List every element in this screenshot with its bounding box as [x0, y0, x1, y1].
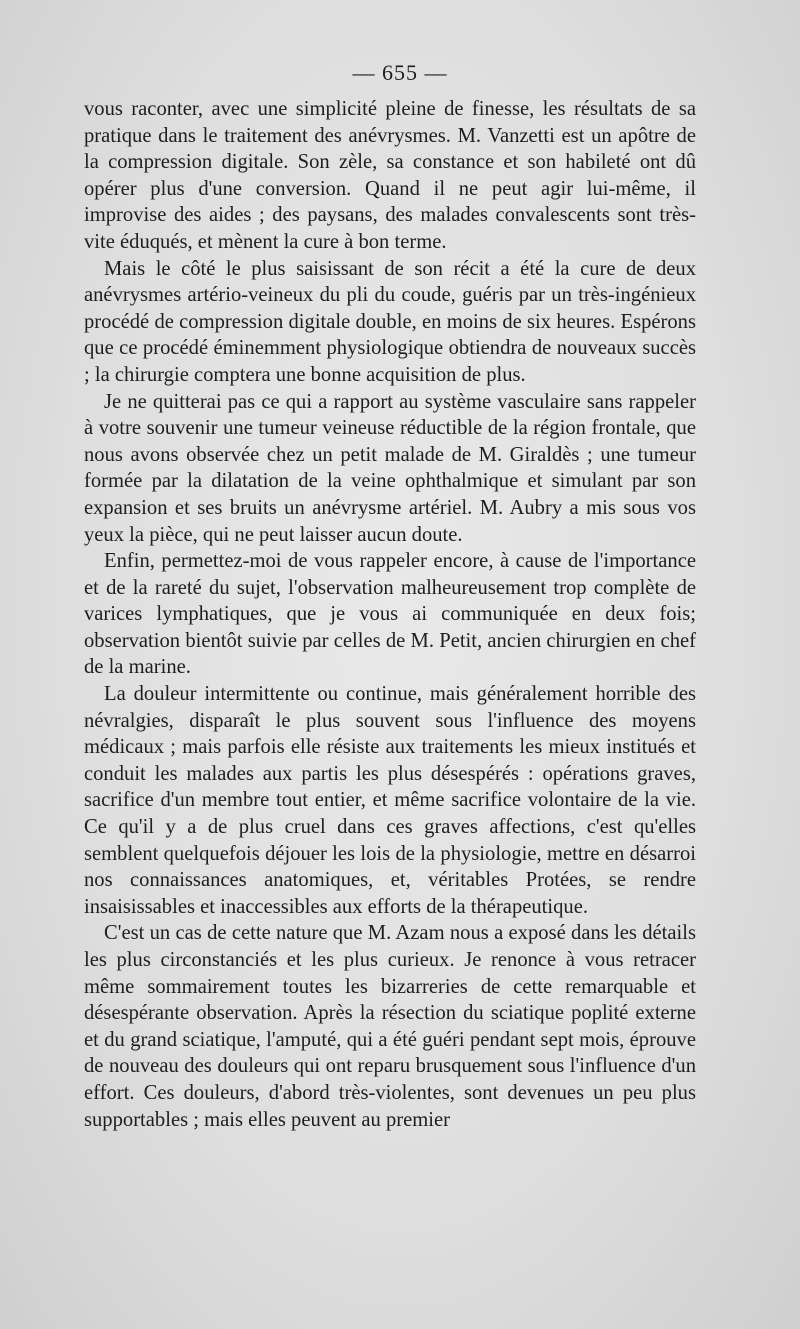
paragraph-3: Je ne quitterai pas ce qui a rapport au système vasculaire sans rappeler à votre souvenir une tumeur veineuse réductible de la région frontale, que nous avons observée chez un petit malade de M. Giraldès ; une tumeur formée par la dilatation de la veine ophthalmique et simulant par son expansion et ses bruits un anévrysme artériel. M. Aubry a mis sous vos yeux la pièce, qui ne peut laisser aucun doute.: [84, 390, 696, 546]
paragraph-5: La douleur intermittente ou continue, mais généralement horrible des névralgies, disparaît le plus souvent sous l'influence des moyens médicaux ; mais parfois elle résiste aux traitements les mieux institués et conduit les malades aux partis les plus désespérés : opérations graves, sacrifice d'un membre tout entier, et même sacrifice volontaire de la vie. Ce qu'il y a de plus cruel dans ces graves affections, c'est qu'elles semblent quelquefois déjouer les lois de la physiologie, mettre en désarroi nos connaissances anatomiques, et, véritables Protées, se rendre insaisissables et inaccessibles aux efforts de la thérapeutique.: [84, 683, 696, 918]
paragraph-6: C'est un cas de cette nature que M. Azam nous a exposé dans les détails les plus circonstanciés et les plus curieux. Je renonce à vous retracer même sommairement toutes les bizarreries de cette remarquable et désespérante observation. Après la résection du sciatique poplité externe et du grand sciatique, l'amputé, qui a été guéri pendant sept mois, éprouve de nouveau des douleurs qui ont reparu brusquement sous l'influence d'un effort. Ces douleurs, d'abord très-violentes, sont devenues un peu plus supportables ; mais elles peuvent au premier: [84, 922, 696, 1131]
paragraph-1: vous raconter, avec une simplicité pleine de finesse, les résultats de sa pratique dans le traitement des anévrysmes. M. Vanzetti est un apôtre de la compression digitale. Son zèle, sa constance et son habileté ont dû opérer plus d'une conversion. Quand il ne peut agir lui-même, il improvise des aides ; des paysans, des malades convalescents sont très-vite éduqués, et mènent la cure à bon terme.: [84, 98, 696, 253]
page-number: — 655 —: [352, 60, 448, 85]
body-text: [84, 96, 696, 1133]
paragraph-4: Enfin, permettez-moi de vous rappeler encore, à cause de l'importance et de la rareté du sujet, l'observation malheureusement trop complète de varices lymphatiques, que je vous ai communiquée en deux fois; observation bientôt suivie par celles de M. Petit, ancien chirurgien en chef de la marine.: [84, 550, 696, 679]
paragraph-2: Mais le côté le plus saisissant de son récit a été la cure de deux anévrysmes artério-veineux du pli du coude, guéris par un très-ingénieux procédé de compression digitale double, en moins de six heures. Espérons que ce procédé éminemment physiologique obtiendra de nouveaux succès ; la chirurgie comptera une bonne acquisition de plus.: [84, 257, 696, 386]
